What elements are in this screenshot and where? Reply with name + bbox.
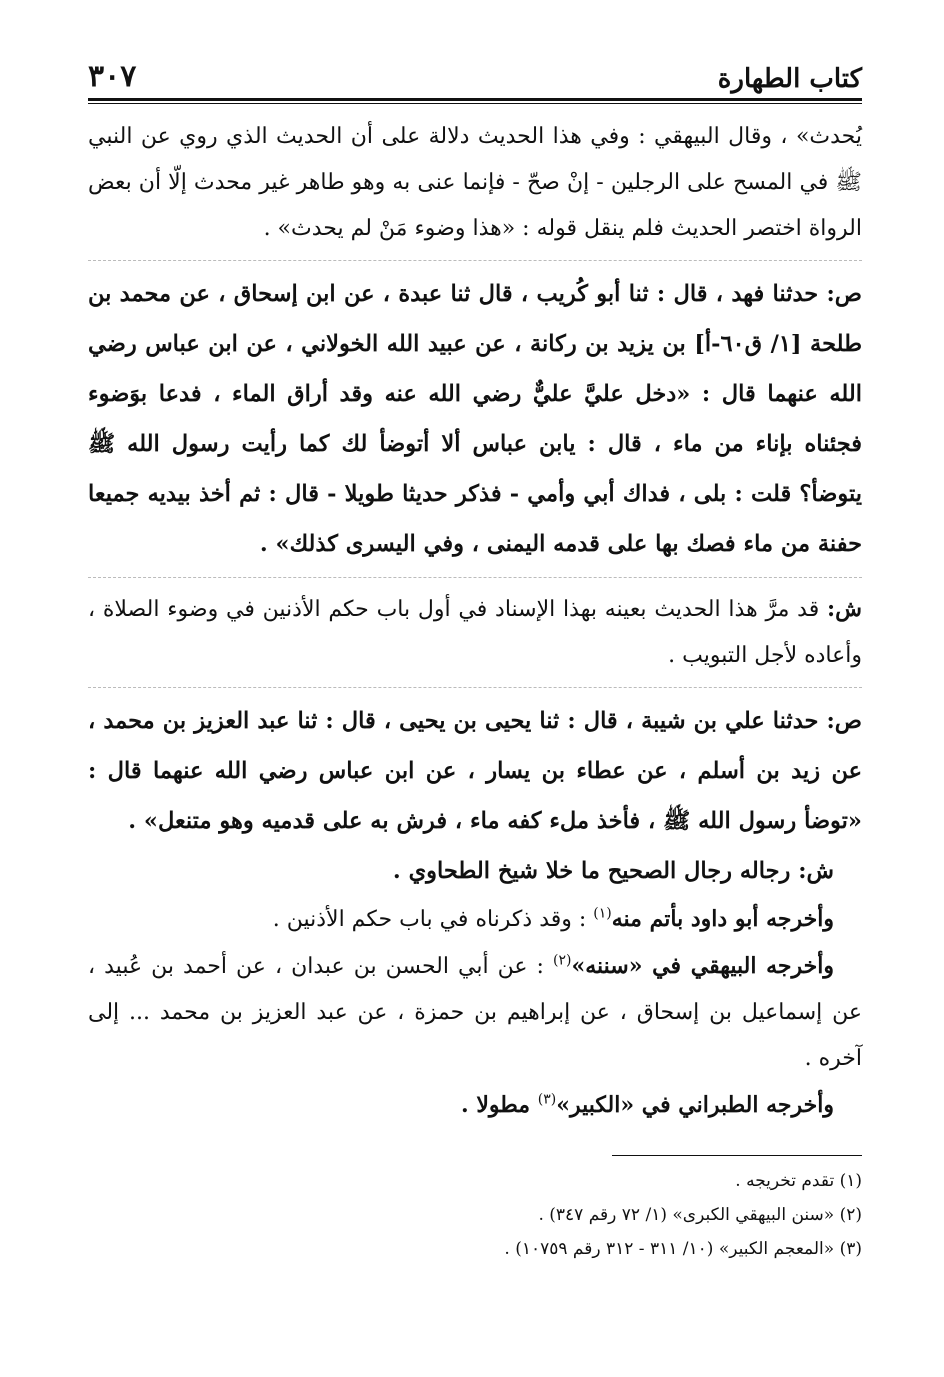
paragraph-divider bbox=[88, 260, 862, 261]
paragraph-8: وأخرجه الطبراني في «الكبير»$^{(٣)}$ مطولا . bbox=[461, 1091, 834, 1118]
footnote-1: (١) تقدم تخريجه . bbox=[735, 1171, 862, 1191]
footnote-ref[interactable]: (١) bbox=[593, 905, 612, 922]
paragraph-divider bbox=[88, 577, 862, 578]
paragraph-2: ص: حدثنا فهد ، قال : ثنا أبو كُريب ، قال ثنا عبدة ، عن ابن إسحاق ، عن محمد بن طلحة [١/ ق٦٠-أ] بن يزيد بن ركانة ، عن عبيد الله الخولاني ، عن ابن عباس رضي الله عنهما قال : «دخل عليَّ عليٌّ رضي الله عنه وقد أراق الماء ، فدعا بوَضوء فجئناه بإناء من ماء ، قال : يابن عباس ألا أتوضأ لك كما رأيت رسول الله ﷺ يتوضأ؟ قلت : بلى ، فداك أبي وأمي - فذكر حديثا طويلا - قال : ثم أخذ بيديه جميعا حفنة من ماء فصك بها على قدمه اليمنى ، وفي اليسرى كذلك» . bbox=[88, 281, 862, 557]
footnote-rule bbox=[612, 1155, 862, 1156]
footnote-2: (٢) «سنن البيهقي الكبرى» (١/ ٧٢ رقم ٣٤٧) . bbox=[538, 1205, 862, 1225]
text-label: ش: bbox=[827, 596, 862, 622]
paragraph-lead: وأخرجه أبو داود بأتم منه bbox=[611, 906, 834, 932]
paragraph-6: وأخرجه أبو داود بأتم منه$^{(١)}$ : وقد ذكرناه في باب حكم الأذنين . bbox=[272, 905, 834, 932]
paragraph-5: ش: رجاله رجال الصحيح ما خلا شيخ الطحاوي . bbox=[392, 858, 834, 884]
footnote-3: (٣) «المعجم الكبير» (١٠/ ٣١١ - ٣١٢ رقم ١٠٧٥٩) . bbox=[504, 1239, 862, 1259]
footnote-ref[interactable]: (٢) bbox=[553, 952, 572, 969]
paragraph-7: وأخرجه البيهقي في «سننه»$^{(٢)}$ : عن أبي الحسن بن عبدان ، عن أحمد بن عُبيد ، عن إسماعيل بن إسحاق ، عن إبراهيم بن حمزة ، عن عبد العزيز بن محمد ... إلى آخره . bbox=[88, 952, 862, 1071]
chapter-title: كتاب الطهارة bbox=[717, 64, 862, 94]
paragraph-1: يُحدث» ، وقال البيهقي : وفي هذا الحديث دلالة على أن الحديث الذي روي عن النبي ﷺ في المسح على الرجلين - إنْ صحّ - فإنما عنى به وهو طاهر غير محدث إلّا أن بعض الرواة اختصر الحديث فلم ينقل قوله : «هذا وضوء مَنْ لم يحدث» . bbox=[88, 124, 862, 241]
text-label: ش: bbox=[798, 858, 834, 884]
header-rule bbox=[88, 98, 862, 101]
paragraph-3: ش: قد مرَّ هذا الحديث بعينه بهذا الإسناد في أول باب حكم الأذنين في وضوء الصلاة ، وأعاده لأجل التبويب . bbox=[88, 596, 862, 668]
paragraph-lead: وأخرجه البيهقي في «سننه» bbox=[571, 953, 834, 979]
main-text bbox=[88, 114, 862, 1129]
paragraph-lead: وأخرجه الطبراني في «الكبير» bbox=[556, 1092, 834, 1118]
paragraph-4: ص: حدثنا علي بن شيبة ، قال : ثنا يحيى بن يحيى ، قال : ثنا عبد العزيز بن محمد ، عن زيد بن أسلم ، عن عطاء بن يسار ، عن ابن عباس رضي الله عنهما قال : «توضأ رسول الله ﷺ ، فأخذ ملء كفه ماء ، فرش به على قدميه وهو متنعل» . bbox=[88, 708, 862, 834]
paragraph-divider bbox=[88, 687, 862, 688]
text-label: ص: bbox=[826, 708, 862, 734]
running-header bbox=[88, 44, 862, 94]
page-number: ٣٠٧ bbox=[88, 59, 137, 94]
footnote-ref[interactable]: (٣) bbox=[537, 1091, 557, 1108]
header-rule-thin bbox=[88, 103, 862, 104]
footnotes bbox=[88, 1164, 862, 1266]
text-label: ص: bbox=[826, 281, 862, 307]
